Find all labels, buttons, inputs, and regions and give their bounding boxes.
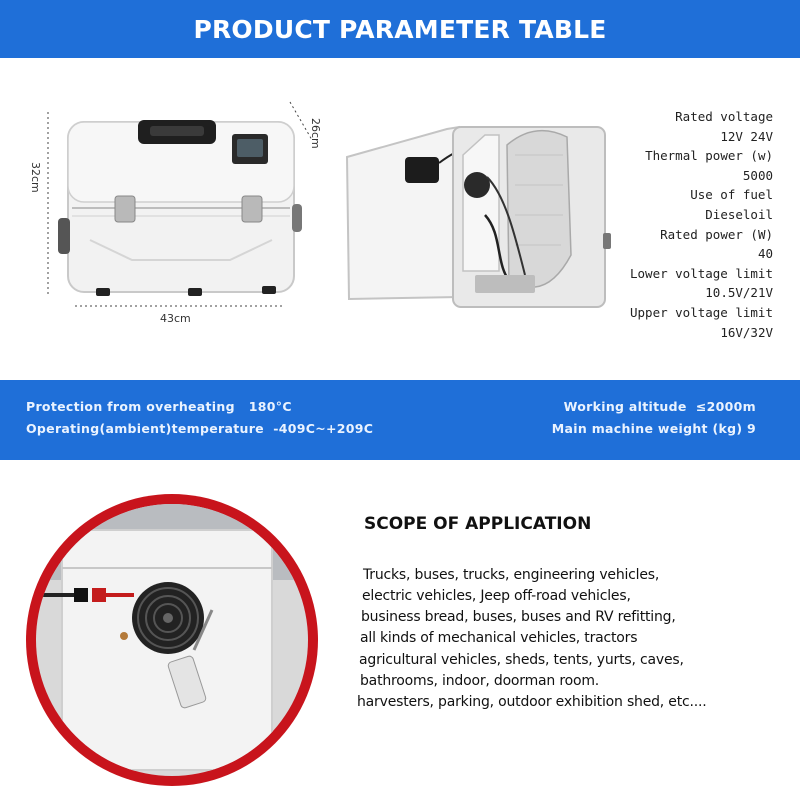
specs-banner (0, 380, 800, 460)
param-fuel-label: Use of fuel (690, 187, 773, 203)
param-thermal-power-value: 5000 (742, 167, 773, 183)
altitude-spec: Working altitude ≤2000m (563, 399, 756, 414)
param-fuel-value: Dieseloil (705, 206, 773, 222)
param-lower-voltage-value: 10.5V/21V (705, 285, 773, 301)
header-banner (0, 0, 800, 58)
scope-line-2: electric vehicles, Jeep off-road vehicles, (362, 588, 631, 604)
param-upper-voltage-value: 16V/32V (720, 324, 773, 340)
overheating-spec: Protection from overheating 180°C (26, 399, 292, 414)
param-upper-voltage-label: Upper voltage limit (630, 304, 773, 320)
width-dimension-label: 43cm (160, 312, 191, 325)
param-rated-power-label: Rated power (W) (660, 226, 773, 242)
weight-spec: Main machine weight (kg) 9 (551, 421, 756, 436)
param-rated-power-value: 40 (757, 246, 773, 262)
scope-line-3: business bread, buses, buses and RV refitting, (361, 609, 676, 625)
scope-title: SCOPE OF APPLICATION (364, 514, 592, 534)
depth-dimension-label: 26cm (309, 118, 322, 149)
heater-open-image (335, 115, 615, 315)
height-dimension-label: 32cm (29, 162, 42, 193)
scope-line-7: harvesters, parking, outdoor exhibition shed, etc.... (357, 694, 707, 710)
parameter-list (630, 107, 773, 342)
scope-line-5: agricultural vehicles, sheds, tents, yurts, caves, (359, 652, 684, 668)
scope-line-1: Trucks, buses, trucks, engineering vehicles, (363, 567, 660, 583)
param-thermal-power-label: Thermal power (w) (645, 148, 773, 164)
param-lower-voltage-label: Lower voltage limit (630, 265, 773, 281)
param-rated-voltage-value: 12V 24V (720, 128, 773, 144)
operating-temp-spec: Operating(ambient)temperature -409C~+209C (26, 421, 374, 436)
page-title: PRODUCT PARAMETER TABLE (193, 14, 607, 44)
heater-closeup-image (22, 490, 322, 790)
param-rated-voltage-label: Rated voltage (675, 109, 773, 124)
scope-line-6: bathrooms, indoor, doorman room. (360, 673, 600, 689)
heater-closed-image (20, 100, 320, 340)
scope-line-4: all kinds of mechanical vehicles, tractors (360, 630, 638, 646)
